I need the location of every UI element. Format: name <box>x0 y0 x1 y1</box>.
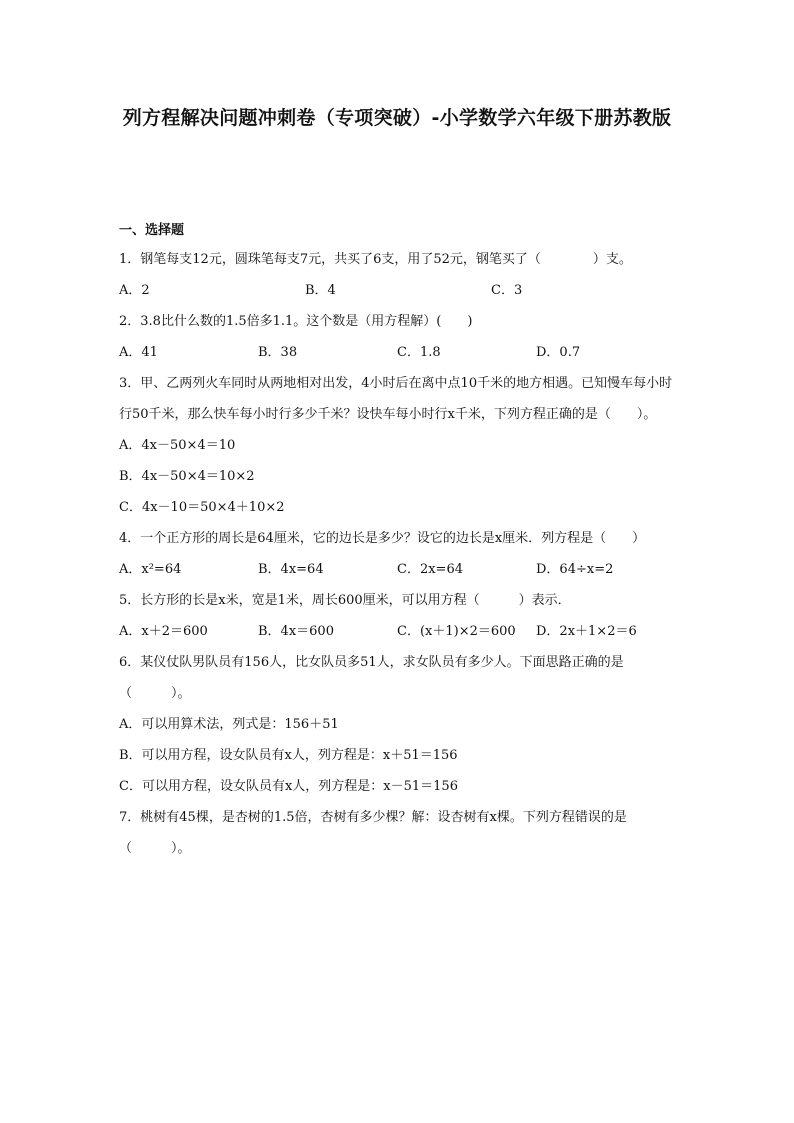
content <box>119 218 679 864</box>
options-row <box>119 616 679 647</box>
question-6 <box>119 647 679 802</box>
question-5 <box>119 585 679 647</box>
option-c: C．2x=64 <box>397 562 463 577</box>
option-a: A．4x－50×4＝10 <box>119 438 236 453</box>
question-1 <box>119 244 679 306</box>
option-b: B．4 <box>305 283 336 298</box>
section-heading: 一、选择题 <box>119 223 185 238</box>
option-d: D．0.7 <box>536 345 581 360</box>
option-b: B．38 <box>258 345 298 360</box>
question-4 <box>119 523 679 585</box>
option-c: C．1.8 <box>397 345 441 360</box>
option-d: D．2x＋1×2＝6 <box>536 624 637 639</box>
option-a: A．2 <box>119 283 150 298</box>
option-b: B．4x=64 <box>258 562 324 577</box>
question-2 <box>119 306 679 368</box>
option-c: C．3 <box>491 283 523 298</box>
option-a: A．x²=64 <box>119 562 182 577</box>
page-title: 列方程解决问题冲刺卷（专项突破）-小学数学六年级下册苏教版 <box>122 107 672 129</box>
options-row <box>119 337 679 368</box>
option-a: A．可以用算术法，列式是：156＋51 <box>119 717 339 732</box>
option-b: B．4x＝600 <box>258 624 334 639</box>
question-stem: 6．某仪仗队男队员有156人，比女队员多51人，求女队员有多少人。下面思路正确的是（ ）。 <box>119 655 624 701</box>
question-stem: 4．一个正方形的周长是64厘米，它的边长是多少？设它的边长是x厘米．列方程是（ ） <box>119 531 646 546</box>
option-a: A．x＋2＝600 <box>119 624 208 639</box>
option-c: C．(x＋1)×2＝600 <box>397 624 516 639</box>
question-stem: 1．钢笔每支12元，圆珠笔每支7元，共买了6支，用了52元，钢笔买了（ ）支。 <box>119 252 632 267</box>
question-7 <box>119 802 679 864</box>
options-row <box>119 554 679 585</box>
question-stem: 7．桃树有45棵，是杏树的1.5倍，杏树有多少棵？解：设杏树有x棵。下列方程错误的是（ ）。 <box>119 810 627 856</box>
option-d: D．64÷x=2 <box>536 562 614 577</box>
question-stem: 2．3.8比什么数的1.5倍多1.1。这个数是（用方程解）( ) <box>119 314 473 329</box>
question-3 <box>119 368 679 523</box>
option-b: B．4x－50×4＝10×2 <box>119 469 255 484</box>
option-a: A．41 <box>119 345 158 360</box>
option-b: B．可以用方程，设女队员有x人，列方程是：x＋51＝156 <box>119 748 458 763</box>
question-stem: 5．长方形的长是x米，宽是1米，周长600厘米，可以用方程（ ）表示． <box>119 593 571 608</box>
options-row <box>119 275 679 306</box>
option-c: C．4x－10＝50×4＋10×2 <box>119 500 285 515</box>
option-c: C．可以用方程，设女队员有x人，列方程是：x－51＝156 <box>119 779 458 794</box>
question-stem: 3．甲、乙两列火车同时从两地相对出发，4小时后在离中点10千米的地方相遇。已知慢车每小时行50千米，那么快车每小时行多少千米？设快车每小时行x千米，下列方程正确的是（ ）。 <box>119 376 673 422</box>
